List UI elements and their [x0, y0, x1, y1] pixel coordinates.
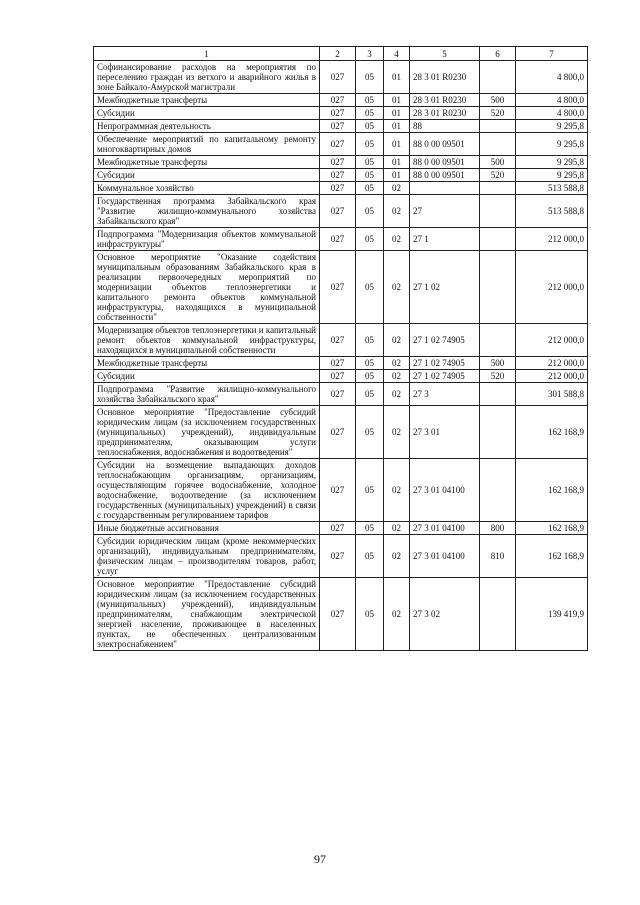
row-name-cell: Субсидии — [94, 107, 320, 120]
row-rz-cell: 05 — [356, 156, 384, 169]
row-sum-cell: 9 295,8 — [516, 120, 588, 133]
row-sum-cell: 9 295,8 — [516, 156, 588, 169]
row-pr-cell: 01 — [384, 61, 410, 94]
row-pr-cell: 02 — [384, 459, 410, 522]
row-vr-cell — [480, 383, 516, 406]
row-grbs-cell: 027 — [320, 251, 356, 324]
row-rz-cell: 05 — [356, 120, 384, 133]
row-grbs-cell: 027 — [320, 383, 356, 406]
row-sum-cell: 162 168,9 — [516, 522, 588, 535]
table-row — [94, 251, 588, 324]
row-name-cell: Подпрограмма "Развитие жилищно-коммунального хозяйства Забайкальского края" — [94, 383, 320, 406]
table-row — [94, 578, 588, 651]
table-row — [94, 107, 588, 120]
table-row — [94, 182, 588, 195]
row-csr-cell: 28 3 01 R0230 — [410, 61, 480, 94]
row-rz-cell: 05 — [356, 578, 384, 651]
row-rz-cell: 05 — [356, 169, 384, 182]
row-rz-cell: 05 — [356, 228, 384, 251]
row-grbs-cell: 027 — [320, 107, 356, 120]
row-sum-cell: 139 419,9 — [516, 578, 588, 651]
table-row — [94, 61, 588, 94]
table-row — [94, 156, 588, 169]
row-sum-cell: 9 295,8 — [516, 133, 588, 156]
row-csr-cell — [410, 182, 480, 195]
row-sum-cell: 162 168,9 — [516, 459, 588, 522]
row-pr-cell: 02 — [384, 370, 410, 383]
table-row — [94, 133, 588, 156]
table-row — [94, 94, 588, 107]
row-pr-cell: 02 — [384, 324, 410, 357]
row-vr-cell — [480, 228, 516, 251]
row-name-cell: Субсидии юридическим лицам (кроме некоммерческих организаций), индивидуальным предпринимателям, физическим лицам – производителям товаров, работ, услуг — [94, 535, 320, 578]
row-sum-cell: 513 588,8 — [516, 182, 588, 195]
row-vr-cell — [480, 195, 516, 228]
row-csr-cell: 88 0 00 09501 — [410, 133, 480, 156]
budget-table — [93, 46, 588, 651]
row-vr-cell — [480, 459, 516, 522]
row-pr-cell: 02 — [384, 535, 410, 578]
row-grbs-cell: 027 — [320, 182, 356, 195]
page-number: 97 — [314, 852, 326, 866]
row-csr-cell: 27 3 02 — [410, 578, 480, 651]
row-rz-cell: 05 — [356, 94, 384, 107]
row-sum-cell: 9 295,8 — [516, 169, 588, 182]
row-name-cell: Основное мероприятие "Оказание содействия муниципальным образованиям Забайкальского края в реализации первоочередных мероприятий по модернизации объектов теплоэнергетики и капитального ремонта объектов коммунальной инфраструктуры, находящихся в муниципальной собственности" — [94, 251, 320, 324]
row-grbs-cell: 027 — [320, 535, 356, 578]
row-csr-cell: 28 3 01 R0230 — [410, 107, 480, 120]
row-grbs-cell: 027 — [320, 133, 356, 156]
row-pr-cell: 02 — [384, 251, 410, 324]
row-csr-cell: 27 3 01 04100 — [410, 459, 480, 522]
row-pr-cell: 02 — [384, 228, 410, 251]
row-name-cell: Коммунальное хозяйство — [94, 182, 320, 195]
row-sum-cell: 513 588,8 — [516, 195, 588, 228]
row-vr-cell: 500 — [480, 94, 516, 107]
header-cell: 4 — [384, 47, 410, 61]
row-grbs-cell: 027 — [320, 120, 356, 133]
row-rz-cell: 05 — [356, 406, 384, 459]
row-sum-cell: 212 000,0 — [516, 357, 588, 370]
row-csr-cell: 27 3 — [410, 383, 480, 406]
row-vr-cell — [480, 406, 516, 459]
row-sum-cell: 212 000,0 — [516, 370, 588, 383]
row-pr-cell: 02 — [384, 182, 410, 195]
row-name-cell: Софинансирование расходов на мероприятия по переселению граждан из ветхого и аварийного жилья в зоне Байкало-Амурской магистрали — [94, 61, 320, 94]
row-vr-cell: 520 — [480, 370, 516, 383]
row-csr-cell: 27 1 02 — [410, 251, 480, 324]
table-row — [94, 228, 588, 251]
row-grbs-cell: 027 — [320, 459, 356, 522]
row-name-cell: Основное мероприятие "Предоставление субсидий юридическим лицам (за исключением государственных (муниципальных) учреждений), индивидуальным предпринимателям, снабжающим электрической энергией население, проживающее в населенных пунктах, не обеспеченных централизованным электроснабжением" — [94, 578, 320, 651]
row-rz-cell: 05 — [356, 182, 384, 195]
header-cell: 7 — [516, 47, 588, 61]
header-cell: 1 — [94, 47, 320, 61]
row-csr-cell: 27 3 01 04100 — [410, 535, 480, 578]
row-vr-cell: 520 — [480, 107, 516, 120]
row-pr-cell: 02 — [384, 406, 410, 459]
table-row — [94, 535, 588, 578]
table-row — [94, 459, 588, 522]
row-pr-cell: 01 — [384, 156, 410, 169]
row-rz-cell: 05 — [356, 522, 384, 535]
table-row — [94, 324, 588, 357]
table-row — [94, 195, 588, 228]
row-sum-cell: 212 000,0 — [516, 251, 588, 324]
row-rz-cell: 05 — [356, 324, 384, 357]
row-grbs-cell: 027 — [320, 357, 356, 370]
row-vr-cell: 810 — [480, 535, 516, 578]
header-cell: 5 — [410, 47, 480, 61]
row-name-cell: Государственная программа Забайкальского края "Развитие жилищно-коммунального хозяйства Забайкальского края" — [94, 195, 320, 228]
row-name-cell: Субсидии — [94, 370, 320, 383]
row-sum-cell: 301 588,8 — [516, 383, 588, 406]
row-rz-cell: 05 — [356, 133, 384, 156]
row-rz-cell: 05 — [356, 107, 384, 120]
row-name-cell: Межбюджетные трансферты — [94, 357, 320, 370]
row-sum-cell: 4 800,0 — [516, 107, 588, 120]
row-csr-cell: 88 0 00 09501 — [410, 156, 480, 169]
row-sum-cell: 212 000,0 — [516, 228, 588, 251]
row-name-cell: Основное мероприятие "Предоставление субсидий юридическим лицам (за исключением государственных (муниципальных) учреждений), индивидуальным предпринимателям, оказывающим услуги теплоснабжения, водоснабжения и водоотведения" — [94, 406, 320, 459]
row-pr-cell: 02 — [384, 522, 410, 535]
row-name-cell: Субсидии на возмещение выпадающих доходов теплоснабжающим организациям, организациям, осуществляющим горячее водоснабжение, холодное водоснабжение, водоотведение (за исключением государственных (муниципальных) учреждений) в связи с государственным регулированием тарифов — [94, 459, 320, 522]
row-csr-cell: 27 1 02 74905 — [410, 324, 480, 357]
row-name-cell: Межбюджетные трансферты — [94, 94, 320, 107]
row-vr-cell: 500 — [480, 156, 516, 169]
header-cell: 3 — [356, 47, 384, 61]
row-csr-cell: 27 3 01 — [410, 406, 480, 459]
row-rz-cell: 05 — [356, 357, 384, 370]
row-sum-cell: 162 168,9 — [516, 406, 588, 459]
row-grbs-cell: 027 — [320, 228, 356, 251]
row-name-cell: Субсидии — [94, 169, 320, 182]
table-row — [94, 383, 588, 406]
table-row — [94, 522, 588, 535]
table-row — [94, 370, 588, 383]
row-grbs-cell: 027 — [320, 370, 356, 383]
table-row — [94, 169, 588, 182]
row-grbs-cell: 027 — [320, 61, 356, 94]
row-csr-cell: 27 3 01 04100 — [410, 522, 480, 535]
row-grbs-cell: 027 — [320, 195, 356, 228]
row-name-cell: Иные бюджетные ассигнования — [94, 522, 320, 535]
row-name-cell: Подпрограмма "Модернизация объектов коммунальной инфраструктуры" — [94, 228, 320, 251]
row-pr-cell: 02 — [384, 383, 410, 406]
row-rz-cell: 05 — [356, 61, 384, 94]
row-sum-cell: 162 168,9 — [516, 535, 588, 578]
row-grbs-cell: 027 — [320, 324, 356, 357]
row-name-cell: Модернизация объектов теплоэнергетики и капитальный ремонт объектов коммунальной инфраструктуры, находящихся в муниципальной собственности — [94, 324, 320, 357]
row-vr-cell — [480, 578, 516, 651]
row-pr-cell: 01 — [384, 169, 410, 182]
row-grbs-cell: 027 — [320, 169, 356, 182]
row-sum-cell: 4 800,0 — [516, 94, 588, 107]
table-row — [94, 357, 588, 370]
row-pr-cell: 01 — [384, 120, 410, 133]
row-csr-cell: 27 1 02 74905 — [410, 370, 480, 383]
row-pr-cell: 01 — [384, 133, 410, 156]
table-row — [94, 406, 588, 459]
row-rz-cell: 05 — [356, 535, 384, 578]
row-vr-cell — [480, 324, 516, 357]
table-body — [94, 61, 588, 651]
row-vr-cell — [480, 61, 516, 94]
row-csr-cell: 27 1 — [410, 228, 480, 251]
row-csr-cell: 27 — [410, 195, 480, 228]
row-rz-cell: 05 — [356, 383, 384, 406]
row-rz-cell: 05 — [356, 251, 384, 324]
row-grbs-cell: 027 — [320, 406, 356, 459]
row-grbs-cell: 027 — [320, 94, 356, 107]
row-vr-cell: 520 — [480, 169, 516, 182]
row-pr-cell: 02 — [384, 357, 410, 370]
row-csr-cell: 88 — [410, 120, 480, 133]
row-csr-cell: 27 1 02 74905 — [410, 357, 480, 370]
row-name-cell: Обеспечение мероприятий по капитальному ремонту многоквартирных домов — [94, 133, 320, 156]
row-vr-cell — [480, 251, 516, 324]
row-sum-cell: 4 800,0 — [516, 61, 588, 94]
row-pr-cell: 01 — [384, 94, 410, 107]
table-row — [94, 120, 588, 133]
row-grbs-cell: 027 — [320, 156, 356, 169]
row-vr-cell: 500 — [480, 357, 516, 370]
header-cell: 6 — [480, 47, 516, 61]
row-name-cell: Межбюджетные трансферты — [94, 156, 320, 169]
row-rz-cell: 05 — [356, 459, 384, 522]
row-csr-cell: 88 0 00 09501 — [410, 169, 480, 182]
row-pr-cell: 02 — [384, 578, 410, 651]
row-grbs-cell: 027 — [320, 522, 356, 535]
row-name-cell: Непрограммная деятельность — [94, 120, 320, 133]
row-pr-cell: 01 — [384, 107, 410, 120]
row-vr-cell — [480, 133, 516, 156]
row-csr-cell: 28 3 01 R0230 — [410, 94, 480, 107]
row-grbs-cell: 027 — [320, 578, 356, 651]
header-cell: 2 — [320, 47, 356, 61]
row-sum-cell: 212 000,0 — [516, 324, 588, 357]
row-rz-cell: 05 — [356, 195, 384, 228]
row-vr-cell — [480, 120, 516, 133]
row-rz-cell: 05 — [356, 370, 384, 383]
table-header-row — [94, 47, 588, 61]
row-vr-cell — [480, 182, 516, 195]
row-pr-cell: 02 — [384, 195, 410, 228]
row-vr-cell: 800 — [480, 522, 516, 535]
